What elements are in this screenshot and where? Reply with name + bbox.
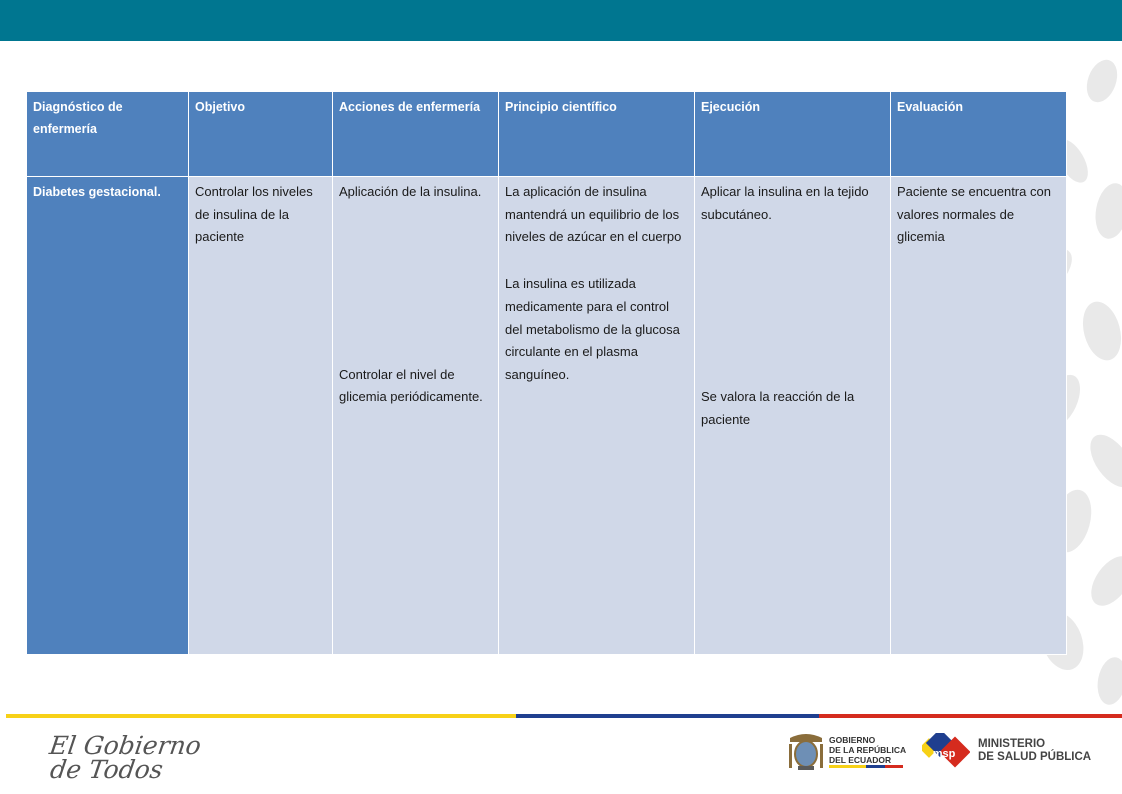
header-acciones: Acciones de enfermería (333, 92, 499, 177)
flag-blue-segment (516, 714, 819, 718)
ministerio-salud-text (978, 738, 1091, 764)
flag-yellow-segment (6, 714, 516, 718)
msp-line-1: MINISTERIO (978, 738, 1046, 750)
cell-evaluacion: Paciente se encuentra con valores normales de glicemia (891, 177, 1067, 655)
nursing-care-plan-table (26, 91, 1067, 655)
gov-line-3: DEL ECUADOR (829, 755, 892, 765)
table-header-row (27, 92, 1067, 177)
msp-logo-icon (922, 733, 970, 769)
ecuador-coat-of-arms-icon (786, 730, 826, 772)
accion-1: Aplicación de la insulina. (339, 184, 482, 199)
principio-2: La insulina es utilizada medicamente para el control del metabolismo de la glucosa circulante en el plasma sanguíneo. (505, 276, 680, 382)
flag-red-segment (819, 714, 1122, 718)
cell-principio (499, 177, 695, 655)
ejecucion-1: Aplicar la insulina en la tejido subcutáneo. (701, 184, 869, 222)
header-ejecucion: Ejecución (695, 92, 891, 177)
flag-color-line (6, 714, 1122, 718)
el-gobierno-de-todos-logo (45, 731, 203, 784)
header-objetivo: Objetivo (189, 92, 333, 177)
header-evaluacion: Evaluación (891, 92, 1067, 177)
slogan-line-2: de Todos (48, 755, 165, 784)
accion-2: Controlar el nivel de glicemia periódicamente. (339, 366, 483, 405)
cell-diagnostico: Diabetes gestacional. (27, 177, 189, 655)
ejecucion-2: Se valora la reacción de la paciente (701, 389, 855, 428)
slogan-line-1: El Gobierno (47, 731, 203, 760)
header-principio: Principio científico (499, 92, 695, 177)
top-banner (0, 0, 1122, 41)
principio-1: La aplicación de insulina mantendrá un equilibrio de los niveles de azúcar en el cuerpo (505, 184, 682, 245)
gobierno-ecuador-text (829, 735, 906, 765)
gov-line-1: GOBIERNO (829, 735, 876, 745)
cell-acciones (333, 177, 499, 655)
table-row (27, 177, 1067, 655)
cell-objetivo: Controlar los niveles de insulina de la paciente (189, 177, 333, 655)
gov-line-2: DE LA REPÚBLICA (829, 745, 907, 755)
msp-line-2: DE SALUD PÚBLICA (978, 751, 1092, 763)
cell-ejecucion (695, 177, 891, 655)
msp-acronym: msp (932, 748, 956, 760)
header-diagnostico: Diagnóstico de enfermería (27, 92, 189, 177)
gov-flag-bar (829, 765, 903, 768)
